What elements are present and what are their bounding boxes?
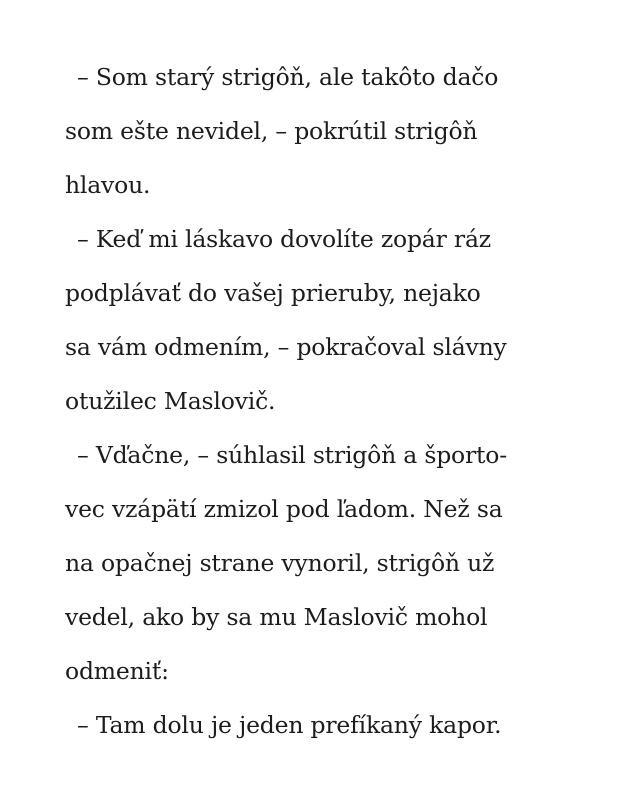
text-line: – Keď mi láskavo dovolíte zopár ráz [77, 225, 491, 253]
text-line: hlavou. [65, 171, 151, 199]
text-line: sa vám odmením, – pokračoval slávny [65, 333, 507, 361]
text-line: vec vzápätí zmizol pod ľadom. Než sa [65, 495, 503, 523]
text-line: vedel, ako by sa mu Maslovič mohol [65, 603, 488, 631]
text-line: podplávať do vašej prieruby, nejako [65, 279, 481, 307]
text-line: – Tam dolu je jeden prefíkaný kapor. [77, 711, 502, 739]
text-line: – Som starý strigôň, ale takôto dačo [77, 63, 499, 91]
text-line: odmeniť: [65, 657, 169, 685]
text-line: – Vďačne, – súhlasil strigôň a športo- [77, 441, 507, 469]
text-line: som ešte nevidel, – pokrútil strigôň [65, 117, 478, 145]
text-line: na opačnej strane vynoril, strigôň už [65, 549, 495, 577]
text-line: otužilec Maslovič. [65, 387, 276, 415]
page-text [65, 50, 595, 752]
